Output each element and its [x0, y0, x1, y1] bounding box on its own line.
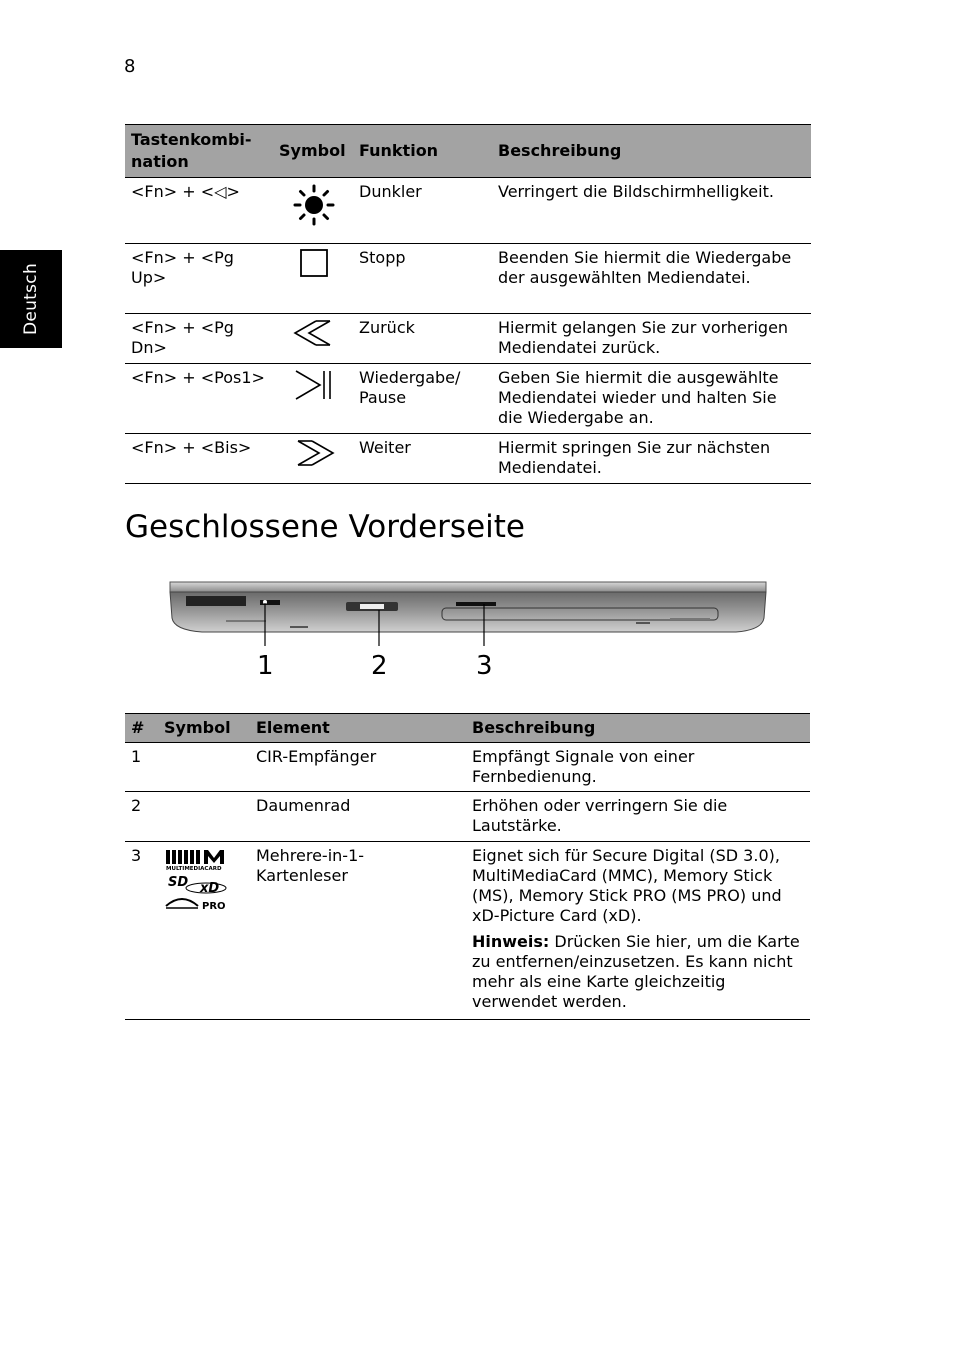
callout-3: 3 — [476, 651, 493, 681]
hotkey-table — [125, 124, 811, 484]
play-pause-icon — [275, 364, 353, 434]
function-name: Weiter — [353, 434, 492, 484]
part-symbol — [158, 842, 250, 1020]
page-number: 8 — [124, 56, 136, 77]
function-description: Verringert die Bildschirmhelligkeit. — [492, 178, 811, 244]
brightness-down-icon — [275, 178, 353, 244]
function-name: Dunkler — [353, 178, 492, 244]
header-function: Funktion — [353, 125, 492, 178]
section-title: Geschlossene Vorderseite — [125, 509, 525, 545]
callout-2: 2 — [371, 651, 388, 681]
part-element: CIR-Empfänger — [250, 743, 466, 792]
header-element: Element — [250, 714, 466, 743]
table-row — [125, 743, 810, 792]
header-description: Beschreibung — [466, 714, 810, 743]
part-element: Mehrere-in-1-Kartenleser — [250, 842, 466, 1020]
function-name: Stopp — [353, 244, 492, 314]
part-symbol — [158, 743, 250, 792]
mmc-logo-text: MULTIMEDIACARD — [166, 866, 222, 872]
table-row — [125, 842, 810, 1020]
pro-logo-text: PRO — [202, 901, 226, 912]
header-symbol: Symbol — [158, 714, 250, 743]
part-description: Erhöhen oder verringern Sie die Lautstärke. — [466, 792, 810, 842]
previous-icon — [275, 314, 353, 364]
card-reader-note — [472, 932, 804, 1018]
key-combination: <Fn> + <Pos1> — [125, 364, 275, 434]
key-combination: <Fn> + <Pg Dn> — [125, 314, 275, 364]
next-icon — [275, 434, 353, 484]
part-symbol — [158, 792, 250, 842]
note-label: Hinweis: — [472, 932, 550, 951]
side-tab-label: Deutsch — [21, 262, 42, 336]
part-description: Empfängt Signale von einer Fernbedienung. — [466, 743, 810, 792]
function-description: Hiermit springen Sie zur nächsten Mediendatei. — [492, 434, 811, 484]
header-symbol: Symbol — [275, 125, 353, 178]
function-description: Beenden Sie hiermit die Wiedergabe der ausgewählten Mediendatei. — [492, 244, 811, 314]
table-row — [125, 314, 811, 364]
hotkey-table-header — [125, 125, 811, 178]
parts-table-header — [125, 714, 810, 743]
note-text: Drücken Sie hier, um die Karte zu entfernen/einzusetzen. Es kann nicht mehr als eine Karte gleichzeitig verwendet werden. — [472, 932, 800, 1011]
table-row — [125, 178, 811, 244]
stop-icon — [275, 244, 353, 314]
front-parts-table — [125, 713, 810, 1020]
table-row — [125, 434, 811, 484]
table-row — [125, 244, 811, 314]
laptop-front-illustration — [166, 574, 770, 654]
function-name: Wiedergabe/ Pause — [353, 364, 492, 434]
table-row — [125, 364, 811, 434]
header-number: # — [125, 714, 158, 743]
callout-1: 1 — [257, 651, 274, 681]
part-number: 1 — [125, 743, 158, 792]
key-combination: <Fn> + <◁> — [125, 178, 275, 244]
memory-card-logos-icon — [164, 848, 230, 912]
part-element: Daumenrad — [250, 792, 466, 842]
function-description: Hiermit gelangen Sie zur vorherigen Mediendatei zurück. — [492, 314, 811, 364]
part-number: 2 — [125, 792, 158, 842]
language-side-tab — [0, 250, 62, 348]
function-name: Zurück — [353, 314, 492, 364]
key-combination: <Fn> + <Bis> — [125, 434, 275, 484]
svg-text:xD: xD — [200, 881, 220, 896]
header-description: Beschreibung — [492, 125, 811, 178]
function-description: Geben Sie hiermit die ausgewählte Mediendatei wieder und halten Sie die Wiedergabe an. — [492, 364, 811, 434]
header-key-combination: Tastenkombi- nation — [125, 125, 275, 178]
key-combination: <Fn> + <Pg Up> — [125, 244, 275, 314]
part-number: 3 — [125, 842, 158, 1020]
svg-text:SD: SD — [168, 875, 189, 890]
part-description — [466, 842, 810, 1020]
card-reader-description: Eignet sich für Secure Digital (SD 3.0), MultiMediaCard (MMC), Memory Stick (MS), Memory Stick PRO (MS PRO) und xD-Picture Card (xD). — [472, 846, 782, 925]
table-row — [125, 792, 810, 842]
